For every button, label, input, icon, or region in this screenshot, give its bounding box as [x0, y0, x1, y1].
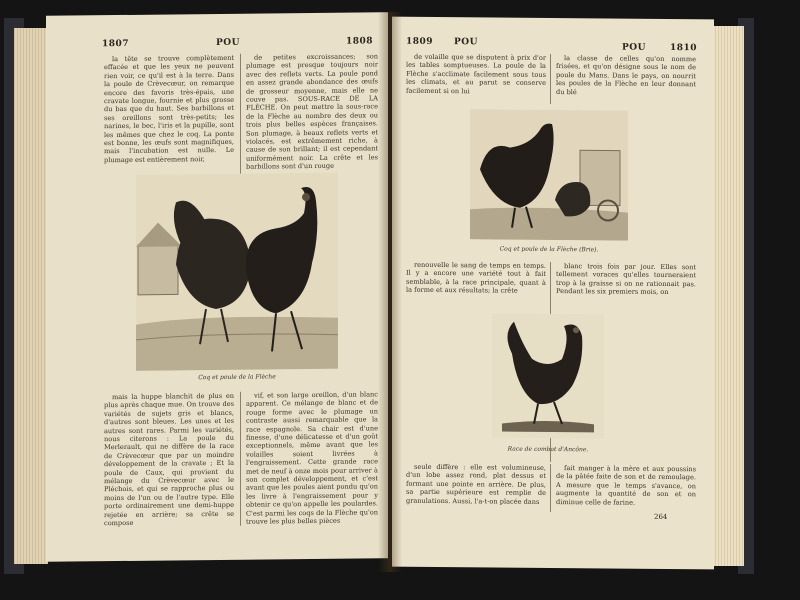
right-col2-top: la classe de celles qu'on nomme frisées, et qu'on désigne sous le nom de poule du Mans. Dans le pays, on nourrit les poules de la Flèche en leur donnant du blé: [556, 54, 696, 96]
left-page-number-a: 1807: [102, 38, 130, 50]
left-running-head: POU: [216, 37, 240, 49]
right-page: [392, 17, 714, 570]
right-page-number-a: 1809: [406, 36, 434, 47]
right-page-number-b: 1810: [670, 43, 698, 54]
left-figure-caption: Coq et poule de la Flèche: [198, 373, 276, 382]
left-page: [46, 12, 388, 562]
column-rule: [550, 464, 551, 512]
book-gutter: [378, 12, 402, 572]
right-running-head-b: POU: [622, 42, 646, 53]
left-col1-top: la tête se trouve complètement effacée et que les yeux ne peuvent rien voir, ce qu'il est à la terre. Dans la poule de Crèvecœur, on remarque encore des favoris très-épais, une cravate longue, fournie et plus grosse du bas que du haut. Ses barbillons et ses oreillons sont très-petits; les narines, le bec, l'iris et la pupille, sont les mêmes que chez le coq. La ponte est bonne, les œufs sont magnifiques, mais l'incubation est nulle. Le plumage est entièrement noir,: [104, 53, 234, 165]
right-running-head-a: POU: [454, 37, 478, 48]
rooster-hen-engraving: [136, 173, 338, 371]
right-col1-mid: renouvelle le sang de temps en temps. Il y a encore une variété tout à fait semblable, à la race principale, quant à la forme et aux résultats; la crête: [406, 260, 546, 295]
left-page-number-b: 1808: [346, 36, 374, 47]
rooster-hen-farmyard-engraving: [470, 109, 628, 240]
right-col2-mid: blanc trois fois par jour. Elles sont tellement voraces qu'elles tourneraient trop à la graisse si on ne rationnait pas. Pendant les six premiers mois, on: [556, 262, 696, 297]
right-figure-caption-bottom: Race de combat d'Ancône.: [507, 445, 589, 454]
column-rule: [240, 54, 241, 174]
right-col1-top: de volaille que se disputent à prix d'or les tables somptueuses. La poule de la Flèche s'acclimate facilement sous tous les climats, et au parut se conserve facilement si on lui: [406, 52, 546, 95]
left-col1-bottom: mais la huppe blanchit de plus en plus après chaque mue. On trouve des variétés de sujets gris et blancs, d'autres sont bleues. Les unes et les autres sont rares. Parmi les variétés, nous citerons : La poule du Merlerault, qui ne diffère de la race de Crèvecœur que par un moindre développement de la cravate ; Et la poule de Caux, qui provient du mélange du Crèvecœur avec le Pléchois, et qui se rapproche plus ou moins de l'un ou de l'autre type. Elle porte ordinairement une demi-huppe rejetée en arrière; sa crête se compose: [104, 391, 234, 528]
right-figure-caption-top: Coq et poule de la Flèche (Brie).: [499, 245, 599, 254]
page-edges-right: [712, 26, 744, 566]
left-col2-bottom: vif, et son large oreillon, d'un blanc apparent. Ce mélange de blanc et de rouge forme avec le plumage un contraste aussi remarquable que la race espagnole. Sa chair est d'une finesse, d'une délicatesse et d'un goût exceptionnels, même avant que les volailles soient livrées à l'engraissement. Cette grande race met de neuf à onze mois pour arriver à son complet développement, et c'est avant que les poules aient pondu qu'on les livre à l'engraissement pour y obtenir ce qu'on appelle les poulardes. C'est parmi les coqs de la Flèche qu'on trouve les plus belles pièces: [246, 390, 378, 526]
left-col2-top: de petites excroissances; son plumage est presque toujours noir avec des reflets verts. La poule pond en assez grande abondance des œufs de grosseur moyenne, mais elle ne couve pas. SOUS-RACE DE LA FLÈCHE. On peut mettre la sous-race de la Flèche au nombre des deux ou trois plus belles espèces françaises. Son plumage, à beaux reflets verts et violacés, est extrêmement riche, à cause de son brillant; il est cependant uniformément noir. La crête et les barbillons sont d'un rouge: [246, 52, 378, 171]
fighting-cock-engraving: [492, 313, 604, 438]
column-rule: [550, 54, 551, 104]
signature-number: 264: [654, 512, 668, 521]
column-rule: [240, 392, 241, 526]
right-col2-bottom: fait manger à la mère et aux poussins de la pâtée faite de son et de remoulage. A mesure que le temps s'avance, on augmente la quantité de son et on diminue celle de farine.: [556, 464, 696, 507]
right-col1-bottom: seule diffère : elle est volumineuse, d'un lobe assez rond, plat dessus et formant une pointe en arrière. De plus, sa partie supérieure est remplie de granulations. Aussi, l'a-t-on placée dans: [406, 462, 546, 506]
page-edges-left: [14, 28, 48, 564]
